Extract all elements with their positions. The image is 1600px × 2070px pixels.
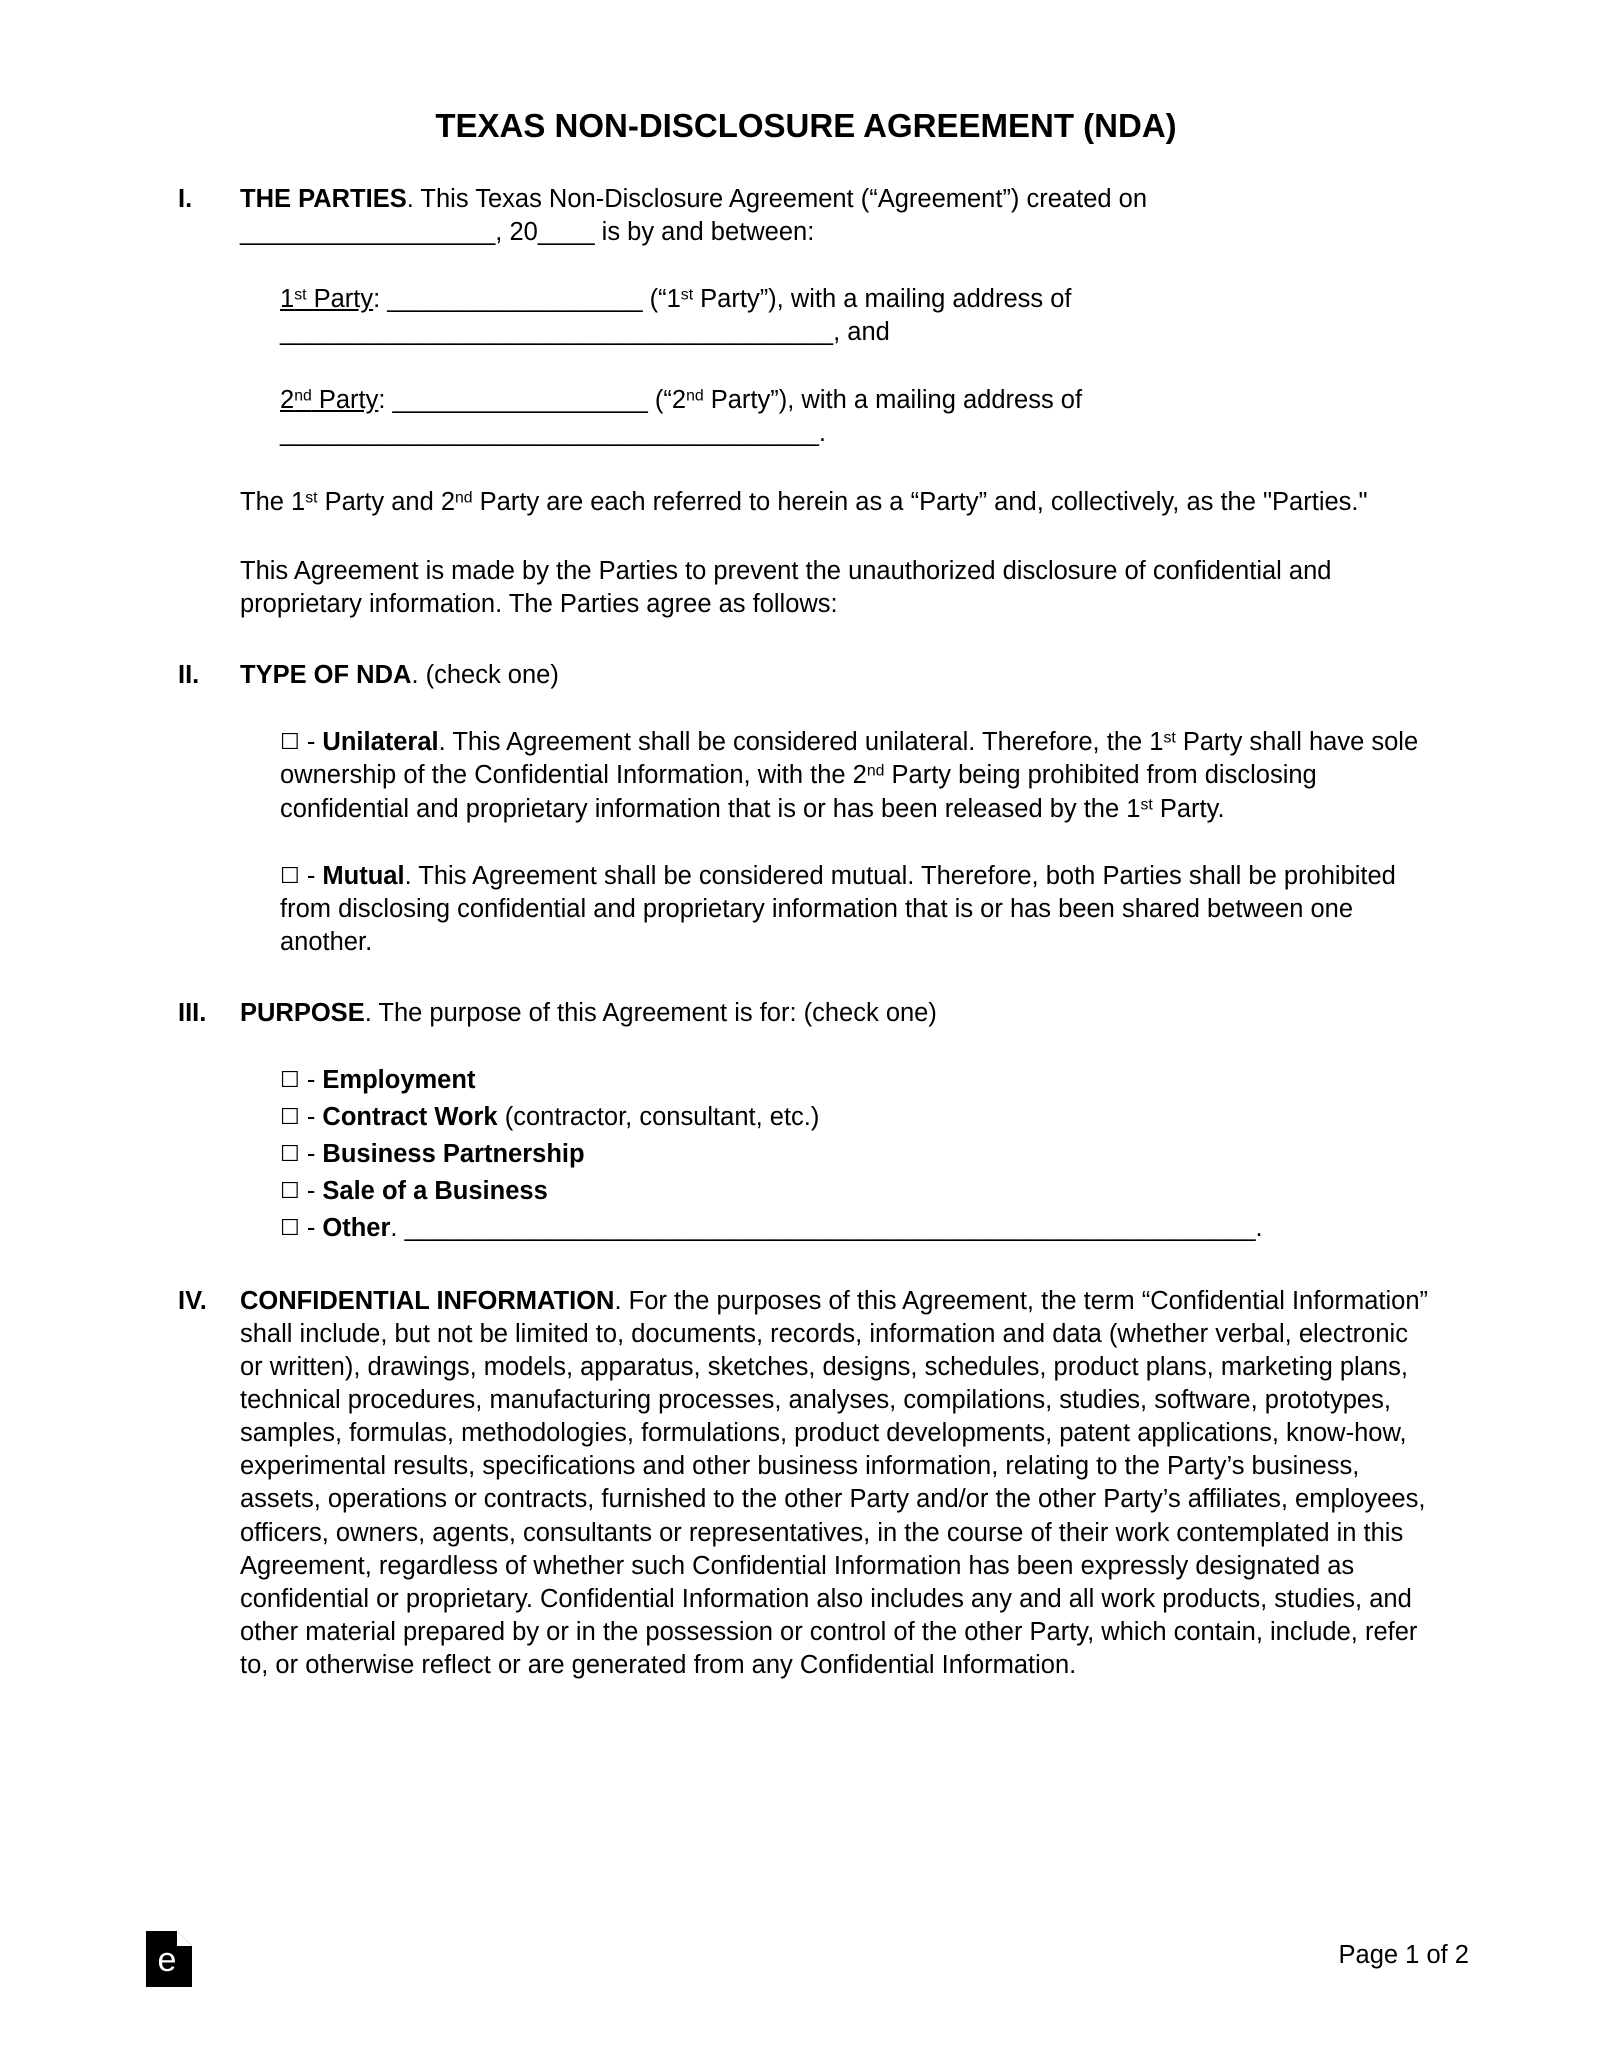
purpose-option-contract-work[interactable]: ☐ - Contract Work (contractor, consultant, etc.) xyxy=(280,1103,820,1132)
section-numeral-iii: III. xyxy=(178,999,207,1028)
purpose-option-business-partnership[interactable]: ☐ - Business Partnership xyxy=(280,1140,585,1169)
section-numeral-i: I. xyxy=(178,184,193,213)
party-one-quote-ordinal: st xyxy=(680,286,694,304)
checkbox-sale-of-a-business-icon[interactable]: ☐ xyxy=(280,1178,300,1204)
option-unilateral-ord1: st xyxy=(1163,729,1176,747)
checkbox-mutual-icon[interactable]: ☐ xyxy=(280,863,300,889)
section-body-type-of-nda xyxy=(240,659,1434,959)
section-heading-purpose: PURPOSE xyxy=(240,999,365,1028)
party-one-block xyxy=(280,283,1434,349)
party-one-quote-open: (“1 xyxy=(642,285,681,314)
collective-ordinal-2: nd xyxy=(455,489,473,507)
party-two-colon: : xyxy=(378,385,393,414)
paragraph-agreement-purpose: This Agreement is made by the Parties to prevent the unauthorized disclosure of confidential and proprietary information. The Parties agree as follows: xyxy=(240,556,1332,619)
section-body-purpose xyxy=(240,997,1434,1246)
checkbox-contract-work-icon[interactable]: ☐ xyxy=(280,1105,300,1131)
parties-intro-part2: is by and between: xyxy=(594,218,815,247)
section-heading-type-of-nda: TYPE OF NDA xyxy=(240,661,412,690)
party-two-ordinal-suffix: nd xyxy=(294,386,312,404)
party-two-quote-ordinal: nd xyxy=(686,386,704,404)
collective-ordinal-1: st xyxy=(305,489,318,507)
party-two-quote-open: (“2 xyxy=(647,385,687,414)
purpose-option-other-blank[interactable]: . ____________________________________________________________. xyxy=(390,1213,1263,1242)
purpose-option-note: (contractor, consultant, etc.) xyxy=(497,1103,820,1132)
party-one-ordinal-num: 1 xyxy=(280,285,295,314)
purpose-option-label: Sale of a Business xyxy=(322,1176,548,1205)
checkbox-unilateral-icon[interactable]: ☐ xyxy=(280,730,300,756)
option-unilateral-label: Unilateral xyxy=(322,728,439,757)
purpose-options-list xyxy=(280,1062,1434,1246)
option-unilateral-text1: . This Agreement shall be considered unilateral. Therefore, the 1 xyxy=(438,728,1164,757)
option-mutual[interactable]: ☐ - Mutual. This Agreement shall be considered mutual. Therefore, both Parties shall be prohibited from disclosing confidential and proprietary information that is or has been shared between one another. xyxy=(280,861,1396,957)
collective-part3: Party are each referred to herein as a “Party” and, collectively, as the "Parties." xyxy=(472,487,1368,516)
purpose-heading-rest: . The purpose of this Agreement is for: (check one) xyxy=(364,999,937,1028)
section-heading-confidential-information: CONFIDENTIAL INFORMATION xyxy=(240,1286,615,1315)
purpose-option-employment[interactable]: ☐ - Employment xyxy=(280,1066,476,1095)
eforms-logo-letter: e xyxy=(157,1941,177,1979)
party-one-address-tail: , and xyxy=(833,318,890,347)
collective-part1: The 1 xyxy=(240,487,306,516)
party-one-label-rest: Party xyxy=(306,285,374,314)
page-title: TEXAS NON-DISCLOSURE AGREEMENT (NDA) xyxy=(435,107,1177,144)
party-one-address-blank[interactable]: _______________________________________ xyxy=(280,318,834,347)
party-two-name-blank[interactable]: __________________ xyxy=(392,385,648,414)
party-one-colon: : xyxy=(373,285,388,314)
eforms-logo-icon xyxy=(146,1931,192,1987)
option-unilateral-text3: Party being prohibited from disclosing confidential and proprietary information that is or has been released by the 1 xyxy=(280,761,1317,823)
purpose-option-label: Employment xyxy=(322,1066,476,1095)
section-the-parties xyxy=(178,183,1434,450)
option-unilateral-ord3: st xyxy=(1140,796,1153,814)
party-one-name-blank[interactable]: __________________ xyxy=(387,285,643,314)
section-body-the-parties xyxy=(240,183,1434,450)
option-unilateral-ord2: nd xyxy=(866,762,885,780)
section-body-confidential-information xyxy=(240,1285,1434,1683)
section-type-of-nda xyxy=(178,659,1434,959)
checkbox-employment-icon[interactable]: ☐ xyxy=(280,1068,300,1094)
page-number-label: Page 1 of 2 xyxy=(1338,1941,1469,1969)
party-two-label-rest: Party xyxy=(311,385,379,414)
party-one-label xyxy=(280,285,373,313)
purpose-option-label: Other xyxy=(322,1213,391,1242)
page-footer xyxy=(0,1930,1600,2040)
party-two-address-tail: . xyxy=(818,418,827,447)
purpose-option-label: Business Partnership xyxy=(322,1140,585,1169)
parties-date-mid: , 20 xyxy=(495,218,538,247)
checkbox-business-partnership-icon[interactable]: ☐ xyxy=(280,1142,300,1168)
purpose-option-other[interactable]: ☐ - Other. ____________________________________________________________. xyxy=(280,1213,1263,1242)
checkbox-other-icon[interactable]: ☐ xyxy=(280,1215,300,1241)
section-heading-the-parties: THE PARTIES xyxy=(240,184,407,213)
paragraph-collective-parties xyxy=(240,486,1434,519)
party-two-ordinal-num: 2 xyxy=(280,385,295,414)
type-of-nda-heading-rest: . (check one) xyxy=(411,661,559,690)
party-two-block xyxy=(280,384,1434,450)
purpose-option-sale-of-a-business[interactable]: ☐ - Sale of a Business xyxy=(280,1176,548,1205)
purpose-option-label: Contract Work xyxy=(322,1103,498,1132)
collective-part2: Party and 2 xyxy=(317,487,456,516)
option-unilateral-text4: Party. xyxy=(1152,794,1225,823)
option-mutual-label: Mutual xyxy=(322,861,405,890)
option-unilateral[interactable]: ☐ - Unilateral. This Agreement shall be considered unilateral. Therefore, the 1st Party shall have sole ownership of the Confidential Information, with the 2nd Party being prohibited from disclosing confidential and proprietary information that is or has been released by the 1st Party. xyxy=(280,728,1419,823)
option-unilateral-text2: Party shall have sole ownership of the Confidential Information, with the 2 xyxy=(280,728,1419,790)
parties-date-blank[interactable]: __________________ xyxy=(240,218,496,247)
confidential-information-body: . For the purposes of this Agreement, the term “Confidential Information” shall include, but not be limited to, documents, records, information and data (whether verbal, electronic or written), drawings, models, apparatus, sketches, designs, schedules, product plans, marketing plans, technical procedures, manufacturing processes, analyses, compilations, studies, software, prototypes, samples, formulas, methodologies, formulations, product developments, patent applications, know-how, experimental results, specifications and other business information, relating to the Party’s business, assets, operations or contracts, furnished to the other Party and/or the other Party’s affiliates, employees, officers, owners, agents, consultants or representatives, in the course of their work contemplated in this Agreement, regardless of whether such Confidential Information has been expressly designated as confidential or proprietary. Confidential Information also includes any and all work products, studies, and other material prepared by or in the possession or control of the other Party, which contain, include, refer to, or otherwise reflect or are generated from any Confidential Information. xyxy=(240,1286,1429,1680)
party-two-label xyxy=(280,386,378,414)
document-content xyxy=(178,0,1434,1682)
section-confidential-information xyxy=(178,1285,1434,1683)
party-one-ordinal-suffix: st xyxy=(294,286,307,304)
parties-year-blank[interactable]: ____ xyxy=(537,218,595,247)
party-two-address-blank[interactable]: ______________________________________ xyxy=(280,418,819,447)
party-one-quote-rest: Party”), with a mailing address of xyxy=(693,285,1072,314)
option-mutual-text: . This Agreement shall be considered mutual. Therefore, both Parties shall be prohibited from disclosing confidential and proprietary information that is or has been shared between one another. xyxy=(280,861,1396,957)
parties-intro-part1: . This Texas Non-Disclosure Agreement (“Agreement”) created on xyxy=(406,184,1148,213)
section-numeral-ii: II. xyxy=(178,661,200,690)
section-purpose xyxy=(178,997,1434,1246)
section-numeral-iv: IV. xyxy=(178,1286,207,1315)
party-two-quote-rest: Party”), with a mailing address of xyxy=(703,385,1083,414)
